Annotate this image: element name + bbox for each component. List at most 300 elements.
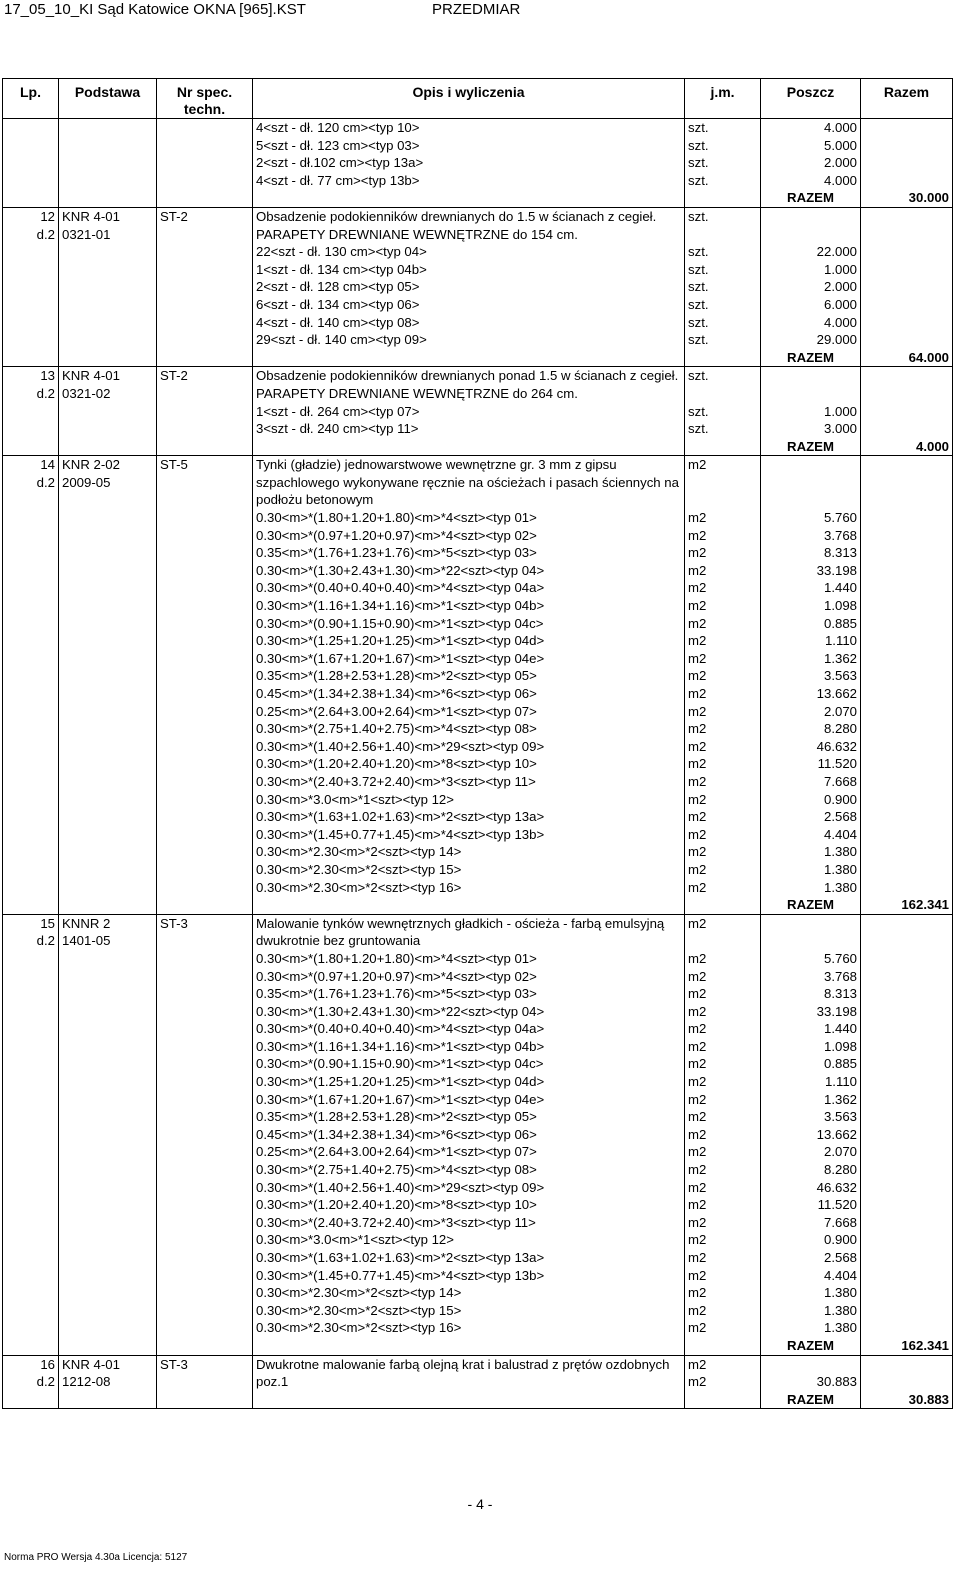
item-dept: d.2 [36,933,55,949]
razem-label: RAZEM [761,349,861,367]
unit-cell: m2 [685,1020,761,1038]
basis-catalog: KNR 4-01 [62,368,120,384]
col-opis: Opis i wyliczenia [253,79,685,119]
poszcz-value: 2.070 [761,1143,861,1161]
poszcz-value: 4.404 [761,1267,861,1285]
calc-line: 0.30<m>*(1.20+2.40+1.20)<m>*8<szt><typ 10> [253,755,685,773]
razem-cell [861,1055,953,1073]
empty-cell [157,438,253,456]
poszcz-value: 1.380 [761,1284,861,1302]
razem-cell [861,1108,953,1126]
item-unit: m2 [685,1355,761,1373]
software-footer: Norma PRO Wersja 4.30a Licencja: 5127 [4,1552,188,1563]
razem-cell [861,261,953,279]
basis-code: 2009-05 [62,474,111,490]
razem-cell [861,1267,953,1285]
razem-cell [861,154,953,172]
razem-row [3,1337,953,1355]
razem-label: RAZEM [761,1391,861,1409]
item-spec: ST-3 [157,914,253,1337]
poszcz-value: 29.000 [761,331,861,349]
calc-line: 0.35<m>*(1.76+1.23+1.76)<m>*5<szt><typ 03> [253,544,685,562]
unit-cell: m2 [685,1073,761,1091]
poszcz-value: 0.885 [761,1055,861,1073]
item-dept: d.2 [36,474,55,490]
unit-cell: m2 [685,738,761,756]
calc-line: 0.25<m>*(2.64+3.00+2.64)<m>*1<szt><typ 07> [253,1143,685,1161]
calc-line: 0.30<m>*(1.30+2.43+1.30)<m>*22<szt><typ 04> [253,1003,685,1021]
poszcz-value: 5.760 [761,950,861,968]
poszcz-value: 5.760 [761,509,861,527]
calc-line: 0.30<m>*(1.63+1.02+1.63)<m>*2<szt><typ 13a> [253,1249,685,1267]
table-row [3,137,953,155]
calc-line: 0.30<m>*(1.80+1.20+1.80)<m>*4<szt><typ 01> [253,509,685,527]
unit-cell: m2 [685,1214,761,1232]
razem-value: 64.000 [861,349,953,367]
razem-cell [861,1355,953,1373]
empty-cell [3,189,59,207]
calc-line: 4<szt - dł. 77 cm><typ 13b> [253,172,685,190]
poszcz-value: 3.000 [761,420,861,438]
unit-cell: m2 [685,1302,761,1320]
calc-line: 0.30<m>*2.30<m>*2<szt><typ 14> [253,843,685,861]
unit-cell: m2 [685,861,761,879]
item-spec: ST-5 [157,456,253,896]
unit-cell: szt. [685,403,761,421]
unit-cell: szt. [685,172,761,190]
razem-row [3,349,953,367]
lp-cell [3,154,59,172]
poszcz-value: 1.110 [761,632,861,650]
razem-cell [861,1302,953,1320]
podstawa-cell [59,172,157,190]
razem-cell [861,632,953,650]
razem-cell [861,597,953,615]
item-dept: d.2 [36,1374,55,1390]
poszcz-value: 1.362 [761,650,861,668]
razem-cell [861,331,953,349]
unit-cell: m2 [685,544,761,562]
calc-line: 0.30<m>*(2.75+1.40+2.75)<m>*4<szt><typ 08> [253,1161,685,1179]
razem-cell [861,1038,953,1056]
empty-cell [3,1391,59,1409]
item-dept: d.2 [36,226,55,242]
razem-cell [861,1214,953,1232]
poszcz-value: 4.000 [761,314,861,332]
poszcz-cell [761,1355,861,1373]
calc-line: 0.30<m>*3.0<m>*1<szt><typ 12> [253,1231,685,1249]
unit-cell: m2 [685,843,761,861]
unit-cell: szt. [685,314,761,332]
calc-line: 0.30<m>*2.30<m>*2<szt><typ 16> [253,1319,685,1337]
empty-cell [59,349,157,367]
empty-cell [157,1337,253,1355]
unit-cell: m2 [685,808,761,826]
poszcz-value: 1.380 [761,879,861,897]
calc-line: 0.30<m>*(0.97+1.20+0.97)<m>*4<szt><typ 02> [253,968,685,986]
poszcz-value: 1.000 [761,403,861,421]
item-row [3,1355,953,1373]
poszcz-value: 1.098 [761,1038,861,1056]
poszcz-value: 1.380 [761,1302,861,1320]
item-spec: ST-2 [157,367,253,438]
poszcz-value: 3.768 [761,527,861,545]
poszcz-cell [761,456,861,509]
razem-cell [861,1143,953,1161]
poszcz-value: 2.070 [761,703,861,721]
poszcz-value: 3.768 [761,968,861,986]
calc-line: 0.30<m>*2.30<m>*2<szt><typ 14> [253,1284,685,1302]
item-spec: ST-3 [157,1355,253,1391]
razem-value: 4.000 [861,438,953,456]
unit-cell: m2 [685,1284,761,1302]
calc-line: 0.30<m>*(1.16+1.34+1.16)<m>*1<szt><typ 04b> [253,597,685,615]
razem-cell [861,615,953,633]
basis-catalog: KNR 4-01 [62,208,120,224]
razem-cell [861,1319,953,1337]
poszcz-value: 2.568 [761,808,861,826]
document-title: PRZEDMIAR [432,1,521,18]
estimate-table [2,78,953,1409]
poszcz-value: 30.883 [761,1373,861,1391]
poszcz-value: 1.362 [761,1091,861,1109]
razem-cell [861,968,953,986]
poszcz-value: 33.198 [761,1003,861,1021]
poszcz-value: 2.000 [761,154,861,172]
item-unit: szt. [685,367,761,403]
calc-line: 0.30<m>*(0.40+0.40+0.40)<m>*4<szt><typ 04a> [253,579,685,597]
razem-cell [861,367,953,403]
col-podstawa: Podstawa [59,79,157,119]
calc-line: 0.30<m>*(1.67+1.20+1.67)<m>*1<szt><typ 04e> [253,1091,685,1109]
basis-catalog: KNR 4-01 [62,1356,120,1372]
poszcz-value: 8.313 [761,544,861,562]
empty-cell [685,189,761,207]
empty-cell [3,349,59,367]
empty-cell [685,896,761,914]
unit-cell: m2 [685,968,761,986]
col-razem: Razem [861,79,953,119]
poszcz-value: 13.662 [761,685,861,703]
unit-cell: m2 [685,1126,761,1144]
poszcz-value: 11.520 [761,1196,861,1214]
unit-cell: m2 [685,509,761,527]
desc-cell [253,1391,685,1409]
calc-line: 0.30<m>*(1.80+1.20+1.80)<m>*4<szt><typ 01> [253,950,685,968]
calc-line: 0.30<m>*(2.40+3.72+2.40)<m>*3<szt><typ 11> [253,773,685,791]
razem-cell [861,314,953,332]
lp-cell [3,119,59,137]
empty-cell [685,349,761,367]
calc-line: 0.35<m>*(1.28+2.53+1.28)<m>*2<szt><typ 05> [253,1108,685,1126]
unit-cell: szt. [685,331,761,349]
unit-cell: m2 [685,703,761,721]
razem-cell [861,720,953,738]
item-lp: 16 [40,1356,55,1372]
poszcz-value: 0.900 [761,1231,861,1249]
item-basis [59,207,157,348]
calc-line: 0.30<m>*(1.63+1.02+1.63)<m>*2<szt><typ 13a> [253,808,685,826]
razem-cell [861,950,953,968]
razem-cell [861,667,953,685]
razem-label: RAZEM [761,438,861,456]
calc-line: 0.25<m>*(2.64+3.00+2.64)<m>*1<szt><typ 07> [253,703,685,721]
calc-line: 4<szt - dł. 120 cm><typ 10> [253,119,685,137]
col-lp: Lp. [3,79,59,119]
empty-cell [157,1391,253,1409]
spec-cell [157,119,253,137]
unit-cell: m2 [685,562,761,580]
razem-cell [861,685,953,703]
empty-cell [59,189,157,207]
empty-cell [685,1337,761,1355]
item-dept: d.2 [36,385,55,401]
empty-cell [3,438,59,456]
razem-cell [861,1373,953,1391]
unit-cell: m2 [685,650,761,668]
item-number [3,456,59,896]
item-lp: 14 [40,457,55,473]
razem-cell [861,755,953,773]
calc-line: 0.30<m>*(1.30+2.43+1.30)<m>*22<szt><typ 04> [253,562,685,580]
basis-code: 1212-08 [62,1374,111,1390]
item-description: Obsadzenie podokienników drewnianych do 1.5 w ścianach z cegieł. PARAPETY DREWNIANE WEWNĘTRZNE do 154 cm. [253,207,685,243]
calc-line: 1<szt - dł. 134 cm><typ 04b> [253,261,685,279]
unit-cell: m2 [685,615,761,633]
item-description: Obsadzenie podokienników drewnianych ponad 1.5 w ścianach z cegieł. PARAPETY DREWNIANE WEWNĘTRZNE do 264 cm. [253,367,685,403]
unit-cell: m2 [685,1091,761,1109]
calc-line: 0.30<m>*(1.45+0.77+1.45)<m>*4<szt><typ 13b> [253,1267,685,1285]
col-jm: j.m. [685,79,761,119]
poszcz-value: 33.198 [761,562,861,580]
razem-cell [861,1196,953,1214]
poszcz-value: 22.000 [761,243,861,261]
poszcz-value: 0.885 [761,615,861,633]
poszcz-value: 7.668 [761,773,861,791]
poszcz-value: 1.440 [761,579,861,597]
unit-cell: szt. [685,243,761,261]
item-lp: 12 [40,208,55,224]
razem-cell [861,861,953,879]
poszcz-value: 6.000 [761,296,861,314]
unit-cell: m2 [685,1373,761,1391]
poszcz-value: 4.404 [761,826,861,844]
razem-value: 162.341 [861,1337,953,1355]
desc-cell [253,1337,685,1355]
unit-cell: szt. [685,420,761,438]
calc-line: 0.30<m>*(0.90+1.15+0.90)<m>*1<szt><typ 04c> [253,615,685,633]
item-row [3,914,953,950]
calc-line: 0.30<m>*(0.40+0.40+0.40)<m>*4<szt><typ 04a> [253,1020,685,1038]
empty-cell [3,896,59,914]
unit-cell: m2 [685,1179,761,1197]
calc-line: 0.30<m>*(1.25+1.20+1.25)<m>*1<szt><typ 04d> [253,1073,685,1091]
unit-cell: m2 [685,667,761,685]
item-unit: m2 [685,914,761,950]
unit-cell: m2 [685,791,761,809]
unit-cell: m2 [685,1249,761,1267]
unit-cell: szt. [685,296,761,314]
razem-cell [861,914,953,950]
calc-line: 0.30<m>*(1.40+2.56+1.40)<m>*29<szt><typ 09> [253,738,685,756]
razem-label: RAZEM [761,189,861,207]
razem-cell [861,703,953,721]
calc-line: poz.1 [253,1373,685,1391]
podstawa-cell [59,137,157,155]
empty-cell [59,1391,157,1409]
calc-line: 3<szt - dł. 240 cm><typ 11> [253,420,685,438]
unit-cell: m2 [685,1003,761,1021]
razem-cell [861,527,953,545]
razem-cell [861,808,953,826]
razem-cell [861,791,953,809]
empty-cell [685,438,761,456]
item-number [3,1355,59,1391]
poszcz-value: 1.380 [761,1319,861,1337]
razem-label: RAZEM [761,896,861,914]
basis-code: 0321-02 [62,385,111,401]
item-unit: szt. [685,207,761,243]
item-unit: m2 [685,456,761,509]
razem-row [3,1391,953,1409]
poszcz-value: 2.568 [761,1249,861,1267]
empty-cell [157,896,253,914]
calc-line: 0.35<m>*(1.76+1.23+1.76)<m>*5<szt><typ 03> [253,985,685,1003]
unit-cell: szt. [685,119,761,137]
razem-cell [861,420,953,438]
calc-line: 0.30<m>*2.30<m>*2<szt><typ 15> [253,1302,685,1320]
item-basis [59,1355,157,1391]
calc-line: 0.30<m>*3.0<m>*1<szt><typ 12> [253,791,685,809]
document-filename: 17_05_10_KI Sąd Katowice OKNA [965].KST [4,1,306,18]
estimate-sheet [2,78,952,1409]
item-basis [59,914,157,1337]
calc-line: 0.30<m>*(1.20+2.40+1.20)<m>*8<szt><typ 10> [253,1196,685,1214]
poszcz-value: 8.280 [761,720,861,738]
razem-cell [861,1073,953,1091]
razem-cell [861,509,953,527]
item-row [3,456,953,509]
razem-cell [861,738,953,756]
empty-cell [59,1337,157,1355]
poszcz-value: 1.110 [761,1073,861,1091]
razem-cell [861,119,953,137]
unit-cell: m2 [685,1055,761,1073]
desc-cell [253,438,685,456]
calc-line: 0.30<m>*(0.90+1.15+0.90)<m>*1<szt><typ 04c> [253,1055,685,1073]
razem-cell [861,1020,953,1038]
razem-cell [861,1284,953,1302]
razem-cell [861,403,953,421]
item-description: Tynki (gładzie) jednowarstwowe wewnętrzne gr. 3 mm z gipsu szpachlowego wykonywane ręcznie na ościeżach i pasach ściennych na podłożu betonowym [253,456,685,509]
unit-cell: m2 [685,1143,761,1161]
desc-cell [253,349,685,367]
unit-cell: m2 [685,720,761,738]
unit-cell: m2 [685,755,761,773]
empty-cell [59,438,157,456]
calc-line: 0.30<m>*(0.97+1.20+0.97)<m>*4<szt><typ 02> [253,527,685,545]
poszcz-value: 5.000 [761,137,861,155]
razem-row [3,189,953,207]
calc-line: 0.30<m>*(1.40+2.56+1.40)<m>*29<szt><typ 09> [253,1179,685,1197]
calc-line: 0.30<m>*(1.25+1.20+1.25)<m>*1<szt><typ 04d> [253,632,685,650]
razem-row [3,896,953,914]
table-row [3,154,953,172]
razem-cell [861,172,953,190]
razem-cell [861,456,953,509]
empty-cell [157,189,253,207]
desc-cell [253,896,685,914]
razem-cell [861,1249,953,1267]
unit-cell: m2 [685,1038,761,1056]
razem-cell [861,1003,953,1021]
unit-cell: m2 [685,1319,761,1337]
calc-line: 4<szt - dł. 140 cm><typ 08> [253,314,685,332]
poszcz-value: 8.313 [761,985,861,1003]
item-number [3,367,59,438]
unit-cell: m2 [685,826,761,844]
poszcz-value: 1.380 [761,861,861,879]
calc-line: 0.30<m>*(1.67+1.20+1.67)<m>*1<szt><typ 04e> [253,650,685,668]
lp-cell [3,172,59,190]
calc-line: 22<szt - dł. 130 cm><typ 04> [253,243,685,261]
col-poszcz: Poszcz [761,79,861,119]
unit-cell: m2 [685,1161,761,1179]
basis-catalog: KNNR 2 [62,915,111,931]
item-basis [59,367,157,438]
calc-line: 0.30<m>*(1.45+0.77+1.45)<m>*4<szt><typ 13b> [253,826,685,844]
poszcz-value: 46.632 [761,1179,861,1197]
razem-cell [861,296,953,314]
table-row [3,119,953,137]
razem-cell [861,544,953,562]
empty-cell [157,349,253,367]
unit-cell: m2 [685,985,761,1003]
razem-cell [861,1126,953,1144]
calc-line: 0.30<m>*2.30<m>*2<szt><typ 16> [253,879,685,897]
razem-cell [861,773,953,791]
unit-cell: m2 [685,597,761,615]
unit-cell: m2 [685,579,761,597]
unit-cell: szt. [685,261,761,279]
calc-line: 29<szt - dł. 140 cm><typ 09> [253,331,685,349]
item-lp: 13 [40,368,55,384]
razem-cell [861,579,953,597]
poszcz-cell [761,914,861,950]
calc-line: 0.45<m>*(1.34+2.38+1.34)<m>*6<szt><typ 06> [253,685,685,703]
spec-cell [157,137,253,155]
razem-cell [861,650,953,668]
table-row [3,172,953,190]
razem-cell [861,985,953,1003]
razem-cell [861,879,953,897]
calc-line: 6<szt - dł. 134 cm><typ 06> [253,296,685,314]
desc-cell [253,189,685,207]
poszcz-cell [761,367,861,403]
poszcz-cell [761,207,861,243]
item-description: Malowanie tynków wewnętrznych gładkich - ościeża - farbą emulsyjną dwukrotnie bez gruntowania [253,914,685,950]
razem-cell [861,207,953,243]
unit-cell: m2 [685,1108,761,1126]
spec-cell [157,154,253,172]
razem-cell [861,843,953,861]
poszcz-value: 7.668 [761,1214,861,1232]
poszcz-value: 4.000 [761,172,861,190]
unit-cell: m2 [685,1231,761,1249]
basis-code: 0321-01 [62,226,111,242]
calc-line: 1<szt - dł. 264 cm><typ 07> [253,403,685,421]
poszcz-value: 0.900 [761,791,861,809]
